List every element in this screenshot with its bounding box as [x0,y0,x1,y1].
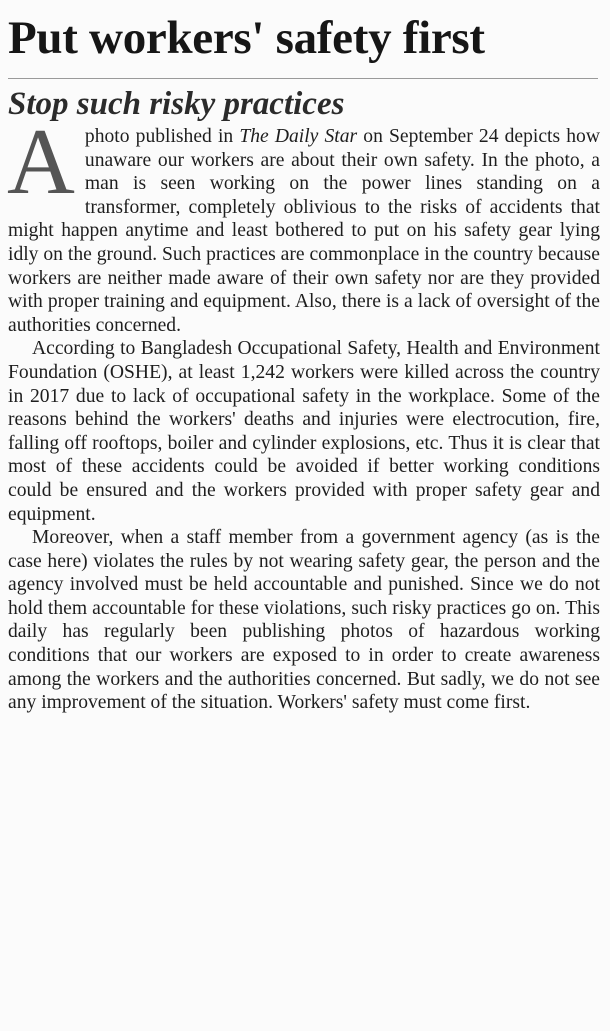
drop-cap: A [7,110,75,214]
paragraph-1-run: photo published in [84,126,240,147]
publication-name: The Daily Star [239,126,358,147]
paragraph-1 [7,110,600,337]
headline-divider [8,78,598,79]
article-body [7,110,600,715]
headline: Put workers' safety first [8,12,485,64]
paragraph-1-run: on September 24 depicts how unaware our workers are about their own safety. In the photo, a man is seen working on the power lines standing on a transformer, completely oblivious to the risks of accidents that might happen anytime and least bothered to put on his safety gear lying idly on the ground. Such practices are commonplace in the country because workers are neither made aware of their own safety nor are they provided with proper training and equipment. Also, there is a lack of oversight of the authorities concerned. [8,126,600,336]
paragraph-3: Moreover, when a staff member from a government agency (as is the case here) violates the rules by not wearing safety gear, the person and the agency involved must be held accountable and punished. Since we do not hold them accountable for these violations, such risky practices go on. This daily has regularly been publishing photos of hazardous working conditions that our workers are exposed to in order to create awareness among the workers and the authorities concerned. But sadly, we do not see any improvement of the situation. Workers' safety must come first. [8,527,600,714]
paragraph-2: According to Bangladesh Occupational Safety, Health and Environment Foundation (OSHE), at least 1,242 workers were killed across the country in 2017 due to lack of occupational safety in the workplace. Some of the reasons behind the workers' deaths and injuries were electrocution, fire, falling off rooftops, boiler and cylinder explosions, etc. Thus it is clear that most of these accidents could be avoided if better working conditions could be ensured and the workers provided with proper safety gear and equipment. [8,338,600,525]
paragraph-1-text [7,110,600,336]
subheadline: Stop such risky practices [8,86,345,122]
